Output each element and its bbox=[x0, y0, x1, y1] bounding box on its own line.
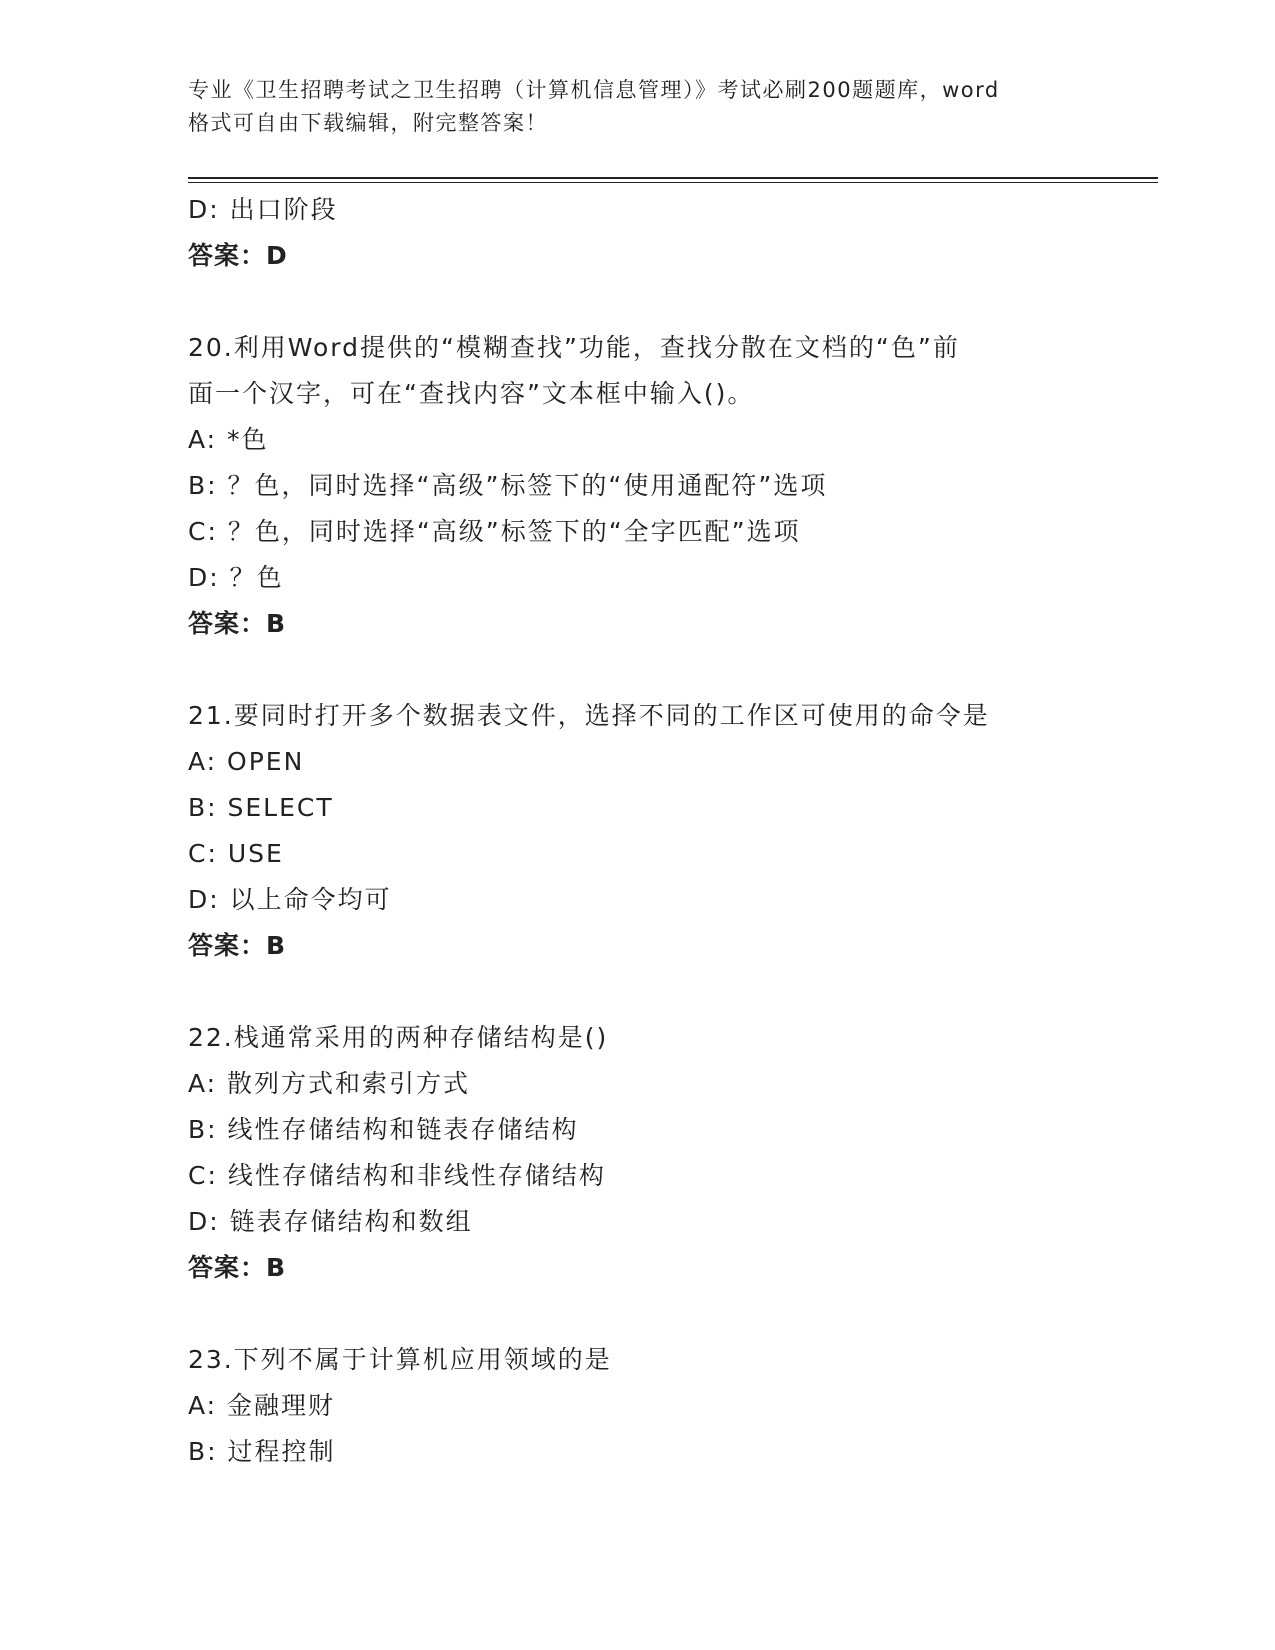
question-stem: 面一个汉字，可在“查找内容”文本框中输入()。 bbox=[188, 379, 755, 408]
header-rule-thick bbox=[188, 177, 1158, 179]
option-b: B: ？色，同时选择“高级”标签下的“使用通配符”选项 bbox=[188, 471, 828, 500]
header-line-2: 格式可自由下载编辑，附完整答案！ bbox=[188, 111, 548, 135]
answer: 答案：B bbox=[188, 1253, 287, 1282]
question-stem: 21.要同时打开多个数据表文件，选择不同的工作区可使用的命令是 bbox=[188, 701, 990, 730]
option-a: A: 散列方式和索引方式 bbox=[188, 1069, 471, 1098]
option-b: B: 过程控制 bbox=[188, 1437, 336, 1466]
option-b: B: SELECT bbox=[188, 793, 334, 822]
option-a: A: 金融理财 bbox=[188, 1391, 336, 1420]
question-stem: 20.利用Word提供的“模糊查找”功能，查找分散在文档的“色”前 bbox=[188, 333, 960, 362]
document-body bbox=[188, 187, 1128, 1475]
option-d: D: 链表存储结构和数组 bbox=[188, 1207, 473, 1236]
answer: 答案：B bbox=[188, 931, 287, 960]
question-21 bbox=[188, 693, 1128, 969]
option-d: D: 出口阶段 bbox=[188, 195, 338, 224]
option-a: A: OPEN bbox=[188, 747, 305, 776]
option-b: B: 线性存储结构和链表存储结构 bbox=[188, 1115, 579, 1144]
option-c: C: USE bbox=[188, 839, 284, 868]
question-19-tail bbox=[188, 187, 1128, 279]
option-c: C: 线性存储结构和非线性存储结构 bbox=[188, 1161, 606, 1190]
question-stem: 23.下列不属于计算机应用领域的是 bbox=[188, 1345, 612, 1374]
question-22 bbox=[188, 1015, 1128, 1291]
option-d: D: 以上命令均可 bbox=[188, 885, 392, 914]
header-line-1: 专业《卫生招聘考试之卫生招聘（计算机信息管理）》考试必刷200题题库，word bbox=[188, 78, 1000, 102]
question-20 bbox=[188, 325, 1128, 647]
option-d: D: ？色 bbox=[188, 563, 284, 592]
option-c: C: ？色，同时选择“高级”标签下的“全字匹配”选项 bbox=[188, 517, 801, 546]
option-a: A: *色 bbox=[188, 425, 269, 454]
answer: 答案：D bbox=[188, 241, 288, 270]
question-23 bbox=[188, 1337, 1128, 1475]
question-stem: 22.栈通常采用的两种存储结构是() bbox=[188, 1023, 609, 1052]
header-rule-thin bbox=[188, 182, 1158, 183]
document-header bbox=[188, 74, 1088, 140]
answer: 答案：B bbox=[188, 609, 287, 638]
